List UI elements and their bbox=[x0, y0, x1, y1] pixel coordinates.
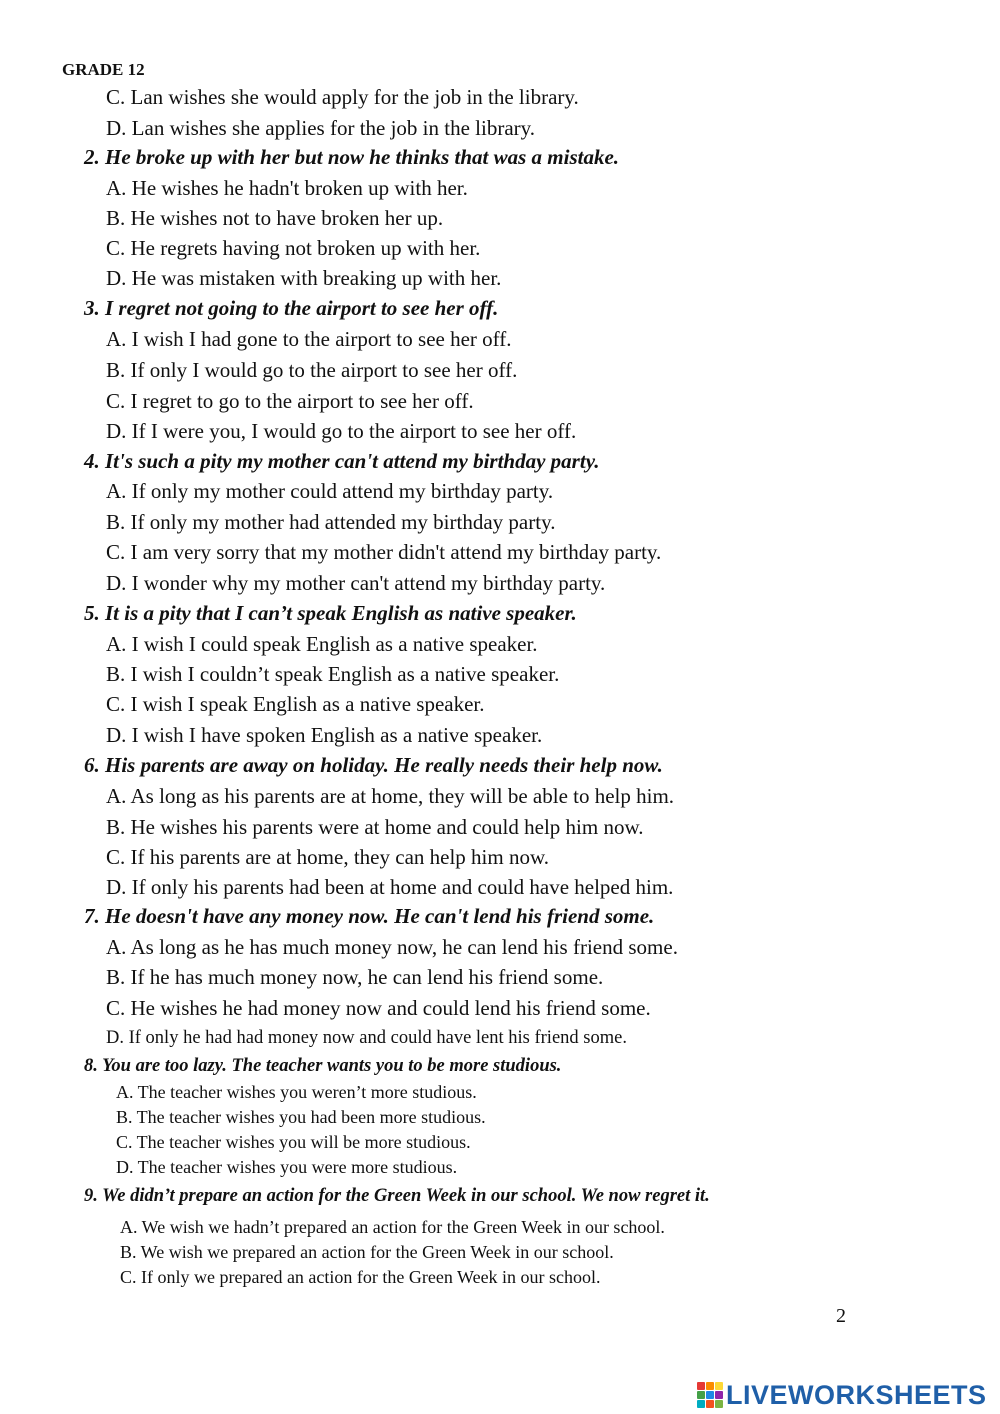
option-line: A. As long as he has much money now, he can lend his friend some. bbox=[106, 935, 678, 959]
option-line: B. If only my mother had attended my birthday party. bbox=[106, 510, 556, 534]
option-line: A. If only my mother could attend my birthday party. bbox=[106, 479, 554, 503]
option-line: C. I wish I speak English as a native speaker. bbox=[106, 692, 485, 716]
question-line: 6. His parents are away on holiday. He really needs their help now. bbox=[84, 753, 663, 777]
question-line: 2. He broke up with her but now he thinks that was a mistake. bbox=[84, 145, 620, 169]
grade-heading: GRADE 12 bbox=[62, 60, 145, 79]
option-line: D. Lan wishes she applies for the job in the library. bbox=[106, 116, 536, 140]
option-line: D. If I were you, I would go to the airport to see her off. bbox=[106, 419, 577, 443]
option-line: D. If only he had had money now and could have lent his friend some. bbox=[106, 1028, 627, 1048]
liveworksheets-logo[interactable] bbox=[697, 1380, 987, 1410]
option-line: C. I regret to go to the airport to see her off. bbox=[106, 389, 474, 413]
option-line: C. If his parents are at home, they can help him now. bbox=[106, 845, 550, 869]
question-line: 9. We didn’t prepare an action for the Green Week in our school. We now regret it. bbox=[84, 1186, 710, 1206]
question-line: 3. I regret not going to the airport to see her off. bbox=[84, 296, 499, 320]
option-line: C. If only we prepared an action for the Green Week in our school. bbox=[120, 1267, 601, 1287]
logo-grid-icon bbox=[697, 1382, 723, 1408]
option-line: D. I wonder why my mother can't attend my birthday party. bbox=[106, 571, 606, 595]
option-line: C. He regrets having not broken up with her. bbox=[106, 236, 481, 260]
option-line: A. I wish I had gone to the airport to see her off. bbox=[106, 327, 512, 351]
brand-name: LIVEWORKSHEETS bbox=[726, 1379, 987, 1410]
option-line: D. If only his parents had been at home and could have helped him. bbox=[106, 875, 674, 899]
option-line: D. He was mistaken with breaking up with her. bbox=[106, 266, 502, 290]
question-line: 4. It's such a pity my mother can't attend my birthday party. bbox=[84, 449, 600, 473]
option-line: C. Lan wishes she would apply for the job in the library. bbox=[106, 85, 579, 109]
option-line: B. If only I would go to the airport to see her off. bbox=[106, 358, 518, 382]
option-line: C. He wishes he had money now and could lend his friend some. bbox=[106, 996, 651, 1020]
option-line: B. He wishes not to have broken her up. bbox=[106, 206, 444, 230]
option-line: A. The teacher wishes you weren’t more studious. bbox=[116, 1082, 477, 1102]
option-line: D. The teacher wishes you were more studious. bbox=[116, 1157, 458, 1177]
option-line: C. I am very sorry that my mother didn't attend my birthday party. bbox=[106, 540, 662, 564]
option-line: A. We wish we hadn’t prepared an action for the Green Week in our school. bbox=[120, 1217, 665, 1237]
option-line: B. If he has much money now, he can lend his friend some. bbox=[106, 965, 604, 989]
option-line: B. I wish I couldn’t speak English as a native speaker. bbox=[106, 662, 560, 686]
option-line: A. I wish I could speak English as a native speaker. bbox=[106, 632, 538, 656]
option-line: B. We wish we prepared an action for the Green Week in our school. bbox=[120, 1242, 614, 1262]
option-line: C. The teacher wishes you will be more studious. bbox=[116, 1132, 471, 1152]
option-line: D. I wish I have spoken English as a native speaker. bbox=[106, 723, 543, 747]
question-line: 5. It is a pity that I can’t speak English as native speaker. bbox=[84, 601, 577, 625]
option-line: B. The teacher wishes you had been more studious. bbox=[116, 1107, 486, 1127]
question-line: 8. You are too lazy. The teacher wants you to be more studious. bbox=[84, 1056, 562, 1076]
page-number: 2 bbox=[836, 1305, 846, 1327]
option-line: A. He wishes he hadn't broken up with her. bbox=[106, 176, 468, 200]
question-line: 7. He doesn't have any money now. He can't lend his friend some. bbox=[84, 904, 655, 928]
option-line: A. As long as his parents are at home, they will be able to help him. bbox=[106, 784, 675, 808]
option-line: B. He wishes his parents were at home and could help him now. bbox=[106, 815, 644, 839]
